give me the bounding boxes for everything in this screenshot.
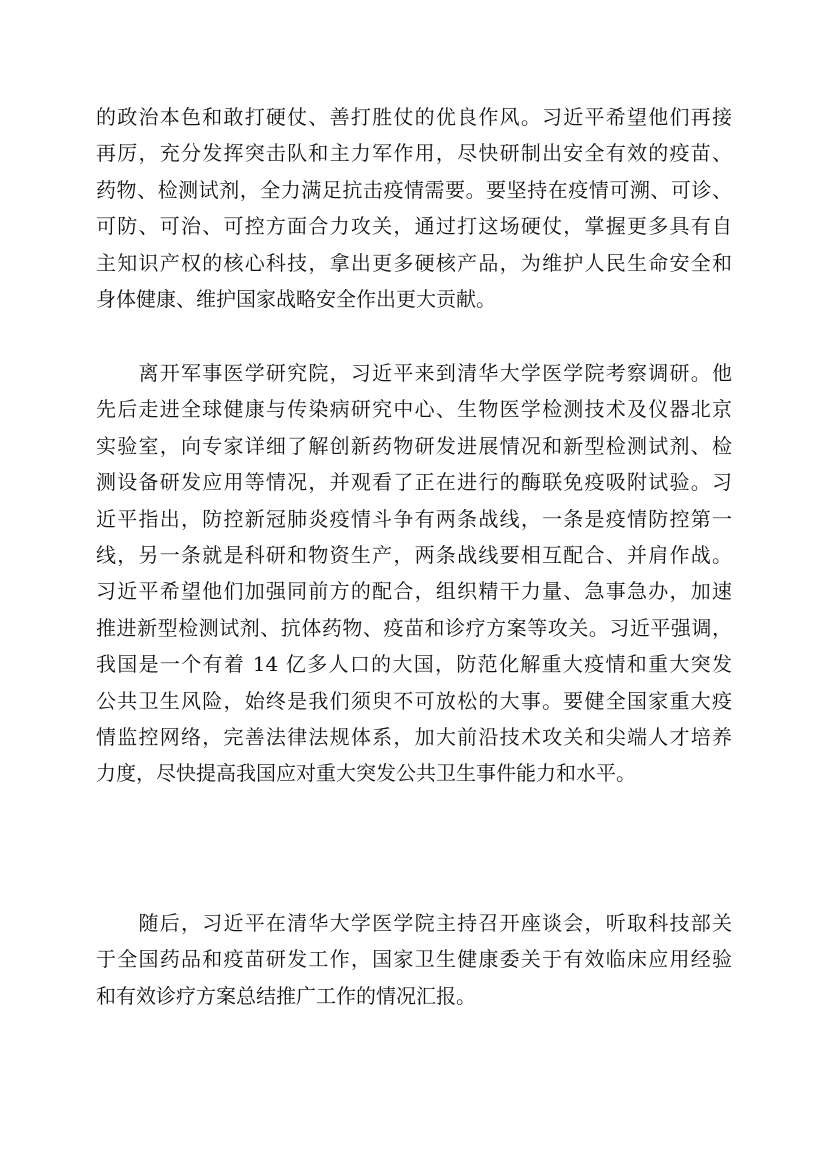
paragraph-line: 线，另一条就是科研和物资生产，两条战线要相互配合、并肩作战。 [96,542,732,567]
paragraph-line: 推进新型检测试剂、抗体药物、疫苗和诊疗方案等攻关。习近平强调， [96,615,732,640]
paragraph-line: 习近平希望他们加强同前方的配合，组织精干力量、急事急办，加速 [96,579,732,604]
paragraph-1 [96,99,732,317]
paragraph-line: 主知识产权的核心科技，拿出更多硬核产品，为维护人民生命安全和 [96,250,732,275]
paragraph-line: 药物、检测试剂，全力满足抗击疫情需要。要坚持在疫情可溯、可诊、 [96,177,732,202]
paragraph-line: 可防、可治、可控方面合力攻关，通过打这场硬仗，掌握更多具有自 [96,214,732,239]
paragraph-line: 于全国药品和疫苗研发工作，国家卫生健康委关于有效临床应用经验 [96,947,732,972]
paragraph-line: 身体健康、维护国家战略安全作出更大贡献。 [96,286,496,311]
paragraph-line: 离开军事医学研究院，习近平来到清华大学医学院考察调研。他 [96,361,732,385]
paragraph-line: 力度，尽快提高我国应对重大突发公共卫生事件能力和水平。 [96,761,636,786]
paragraph-line: 我国是一个有着 14 亿多人口的大国，防范化解重大疫情和重大突发 [96,652,732,677]
paragraph-line: 的政治本色和敢打硬仗、善打胜仗的优良作风。习近平希望他们再接 [96,105,732,129]
paragraph-2 [96,355,732,792]
paragraph-line: 测设备研发应用等情况，并观看了正在进行的酶联免疫吸附试验。习 [96,470,732,495]
paragraph-line: 公共卫生风险，始终是我们须臾不可放松的大事。要健全国家重大疫 [96,688,732,713]
paragraph-line: 和有效诊疗方案总结推广工作的情况汇报。 [96,983,476,1008]
paragraph-line: 随后，习近平在清华大学医学院主持召开座谈会，听取科技部关 [96,911,732,935]
paragraph-line: 情监控网络，完善法律法规体系，加大前沿技术攻关和尖端人才培养 [96,724,732,749]
paragraph-line: 先后走进全球健康与传染病研究中心、生物医学检测技术及仪器北京 [96,397,732,422]
paragraph-line: 实验室，向专家详细了解创新药物研发进展情况和新型检测试剂、检 [96,433,732,458]
paragraph-line: 再厉，充分发挥突击队和主力军作用，尽快研制出安全有效的疫苗、 [96,141,732,166]
paragraph-3 [96,905,732,1014]
paragraph-line: 近平指出，防控新冠肺炎疫情斗争有两条战线，一条是疫情防控第一 [96,506,732,531]
